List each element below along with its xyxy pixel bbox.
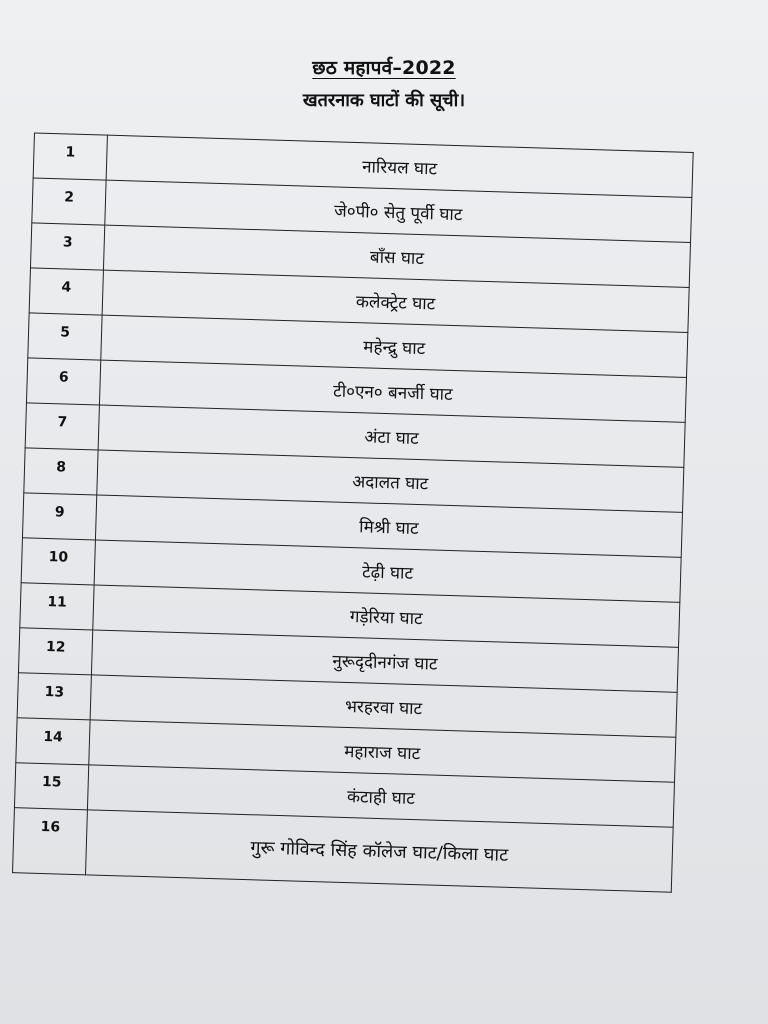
ghat-name: नुरूदृदीनगंज घाट (91, 630, 678, 692)
ghat-name: मिश्री घाट (95, 495, 682, 557)
ghat-name: बाँस घाट (103, 225, 690, 287)
ghat-name: गड़ेरिया घाट (93, 585, 680, 647)
ghat-name: कलेक्ट्रेट घाट (102, 270, 689, 332)
serial-number: 9 (22, 493, 96, 540)
serial-number: 6 (26, 358, 100, 405)
serial-number: 2 (32, 178, 106, 225)
ghat-name: गुरू गोविन्द सिंह कॉलेज घाट/किला घाट (85, 810, 673, 892)
serial-number: 12 (18, 628, 92, 675)
ghat-list-table-wrapper (0, 132, 698, 936)
serial-number: 8 (24, 448, 98, 495)
ghat-name: अदालत घाट (97, 450, 684, 512)
document-subtitle: खतरनाक घाटों की सूची। (302, 90, 466, 111)
serial-number: 1 (33, 133, 107, 180)
serial-number: 16 (13, 808, 88, 875)
ghat-name: नारियल घाट (106, 135, 693, 197)
serial-number: 10 (21, 538, 95, 585)
ghat-name: महेन्द्रु घाट (101, 315, 688, 377)
ghat-name: टेढ़ी घाट (94, 540, 681, 602)
serial-number: 11 (20, 583, 94, 630)
serial-number: 15 (14, 763, 88, 810)
serial-number: 13 (17, 673, 91, 720)
ghat-name: जे०पी० सेतु पूर्वी घाट (105, 180, 692, 242)
serial-number: 3 (30, 223, 104, 270)
serial-number: 14 (16, 718, 90, 765)
ghat-name: अंटा घाट (98, 405, 685, 467)
ghat-name: कंटाही घाट (87, 765, 674, 827)
ghat-name: टी०एन० बनर्जी घाट (99, 360, 686, 422)
serial-number: 4 (29, 268, 103, 315)
ghat-name: भरहरवा घाट (90, 675, 677, 737)
serial-number: 7 (25, 403, 99, 450)
document-title: छठ महापर्व–2022 (312, 57, 456, 79)
ghat-name: महाराज घाट (89, 720, 676, 782)
serial-number: 5 (28, 313, 102, 360)
ghat-list-table (12, 132, 694, 892)
